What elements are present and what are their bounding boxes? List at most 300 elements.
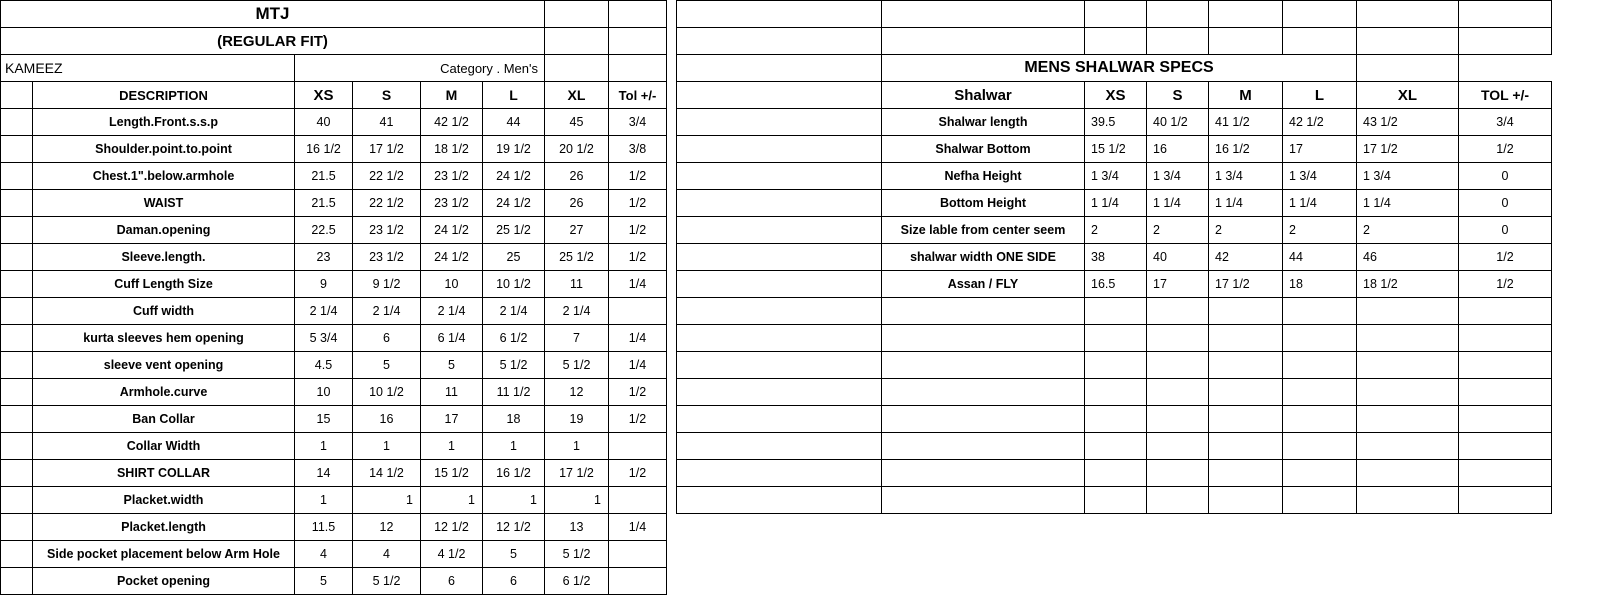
cell-xl: 11 [545,271,609,298]
empty-cell [1459,460,1552,487]
empty-cell [1,190,33,217]
empty-cell [609,1,667,28]
empty-cell [1459,433,1552,460]
cell-tol: 1/2 [1459,271,1552,298]
cell-s: 16 [1147,136,1209,163]
empty-cell [1459,406,1552,433]
header-size-xs: XS [1085,82,1147,109]
empty-cell [1459,55,1552,82]
row-label: Ban Collar [33,406,295,433]
table-row [1,217,667,244]
header-size-xl: XL [1357,82,1459,109]
row-label: shalwar width ONE SIDE [882,244,1085,271]
empty-cell [1209,406,1283,433]
row-label: Side pocket placement below Arm Hole [33,541,295,568]
cell-xs: 38 [1085,244,1147,271]
title-row [1,1,667,28]
empty-cell [1147,298,1209,325]
row-label: Placket.width [33,487,295,514]
empty-cell [1085,487,1147,514]
cell-tol: 1/2 [609,163,667,190]
kameez-spec-table [0,0,667,595]
table-row [1,352,667,379]
empty-cell [1,352,33,379]
cell-s: 5 1/2 [353,568,421,595]
table-row [1,271,667,298]
cell-xs: 1 [295,487,353,514]
empty-cell [609,55,667,82]
cell-s: 1 [353,433,421,460]
cell-s: 2 1/4 [353,298,421,325]
cell-xs: 14 [295,460,353,487]
cell-xl: 2 [1357,217,1459,244]
row-label: Shoulder.point.to.point [33,136,295,163]
empty-cell [677,460,882,487]
cell-s: 10 1/2 [353,379,421,406]
cell-s: 22 1/2 [353,190,421,217]
empty-cell [1357,460,1459,487]
table-row [1,487,667,514]
table-row [677,109,1552,136]
empty-cell [677,379,882,406]
empty-cell [1,163,33,190]
cell-s: 6 [353,325,421,352]
cell-xl: 45 [545,109,609,136]
empty-cell [1147,1,1209,28]
cell-xs: 1 [295,433,353,460]
table-row [1,136,667,163]
empty-cell [1209,433,1283,460]
empty-cell [1085,1,1147,28]
table-row [1,244,667,271]
empty-cell [677,433,882,460]
header-size-xs: XS [295,82,353,109]
empty-cell [1357,55,1459,82]
cell-l: 16 1/2 [483,460,545,487]
cell-s: 23 1/2 [353,217,421,244]
empty-cell [1283,28,1357,55]
row-label: Bottom Height [882,190,1085,217]
empty-cell [1357,487,1459,514]
cell-xs: 4 [295,541,353,568]
header-shalwar: Shalwar [882,82,1085,109]
cell-m: 24 1/2 [421,217,483,244]
cell-m: 6 [421,568,483,595]
cell-tol: 1/4 [609,271,667,298]
empty-cell [1085,406,1147,433]
garment-row [1,55,667,82]
shalwar-blank-row [677,28,1552,55]
row-label: Pocket opening [33,568,295,595]
empty-cell [1,487,33,514]
header-tolerance: Tol +/- [609,82,667,109]
cell-xl: 46 [1357,244,1459,271]
empty-cell [677,55,882,82]
cell-xs: 15 [295,406,353,433]
cell-s: 9 1/2 [353,271,421,298]
cell-tol: 1/4 [609,352,667,379]
cell-l: 25 [483,244,545,271]
cell-xs: 9 [295,271,353,298]
cell-tol: 1/2 [1459,244,1552,271]
cell-xl: 1 3/4 [1357,163,1459,190]
empty-cell [1357,28,1459,55]
cell-xs: 21.5 [295,190,353,217]
table-row [677,325,1552,352]
cell-s: 1 1/4 [1147,190,1209,217]
cell-xs: 39.5 [1085,109,1147,136]
cell-m: 18 1/2 [421,136,483,163]
table-row [677,379,1552,406]
cell-xl: 12 [545,379,609,406]
cell-tol [609,568,667,595]
cell-m: 2 [1209,217,1283,244]
table-row [677,190,1552,217]
table-row [1,541,667,568]
cell-l: 11 1/2 [483,379,545,406]
cell-xl: 1 [545,433,609,460]
empty-cell [677,271,882,298]
row-label: Sleeve.length. [33,244,295,271]
cell-s: 16 [353,406,421,433]
cell-tol [609,487,667,514]
cell-s: 5 [353,352,421,379]
row-label: Armhole.curve [33,379,295,406]
document-title: MTJ [1,1,545,28]
cell-tol: 3/4 [609,109,667,136]
empty-cell [1,433,33,460]
row-label: Cuff Length Size [33,271,295,298]
cell-s: 40 1/2 [1147,109,1209,136]
cell-xs: 23 [295,244,353,271]
cell-s: 14 1/2 [353,460,421,487]
empty-cell [677,163,882,190]
cell-xs: 4.5 [295,352,353,379]
empty-cell [677,406,882,433]
fit-row [1,28,667,55]
cell-s: 12 [353,514,421,541]
cell-l: 1 [483,487,545,514]
empty-cell [1283,1,1357,28]
cell-tol: 1/2 [1459,136,1552,163]
cell-s: 22 1/2 [353,163,421,190]
header-size-m: M [1209,82,1283,109]
cell-l: 24 1/2 [483,190,545,217]
cell-xs: 16 1/2 [295,136,353,163]
header-size-s: S [353,82,421,109]
table-row [1,190,667,217]
cell-l: 2 [1283,217,1357,244]
cell-xs: 2 1/4 [295,298,353,325]
empty-cell [1085,28,1147,55]
header-size-l: L [483,82,545,109]
cell-tol: 3/8 [609,136,667,163]
cell-m: 17 1/2 [1209,271,1283,298]
cell-s: 23 1/2 [353,244,421,271]
cell-tol: 1/2 [609,379,667,406]
empty-cell [1,514,33,541]
empty-cell [1459,352,1552,379]
empty-cell [1459,379,1552,406]
cell-m: 1 3/4 [1209,163,1283,190]
empty-cell [1147,460,1209,487]
cell-s: 17 1/2 [353,136,421,163]
empty-cell [1459,28,1552,55]
empty-cell [677,28,882,55]
empty-cell [677,352,882,379]
cell-xs: 22.5 [295,217,353,244]
table-row [677,217,1552,244]
empty-cell [1209,1,1283,28]
cell-l: 12 1/2 [483,514,545,541]
cell-xl: 7 [545,325,609,352]
cell-l: 19 1/2 [483,136,545,163]
row-label: WAIST [33,190,295,217]
cell-m: 23 1/2 [421,163,483,190]
empty-cell [1283,406,1357,433]
empty-cell [882,1,1085,28]
empty-cell [1147,406,1209,433]
empty-cell [1,379,33,406]
empty-cell [882,433,1085,460]
cell-xl: 18 1/2 [1357,271,1459,298]
empty-cell [1209,28,1283,55]
cell-xl: 26 [545,190,609,217]
empty-cell [1,136,33,163]
empty-cell [1357,298,1459,325]
empty-cell [1283,298,1357,325]
empty-cell [1085,460,1147,487]
row-label: Daman.opening [33,217,295,244]
cell-tol: 1/2 [609,406,667,433]
empty-cell [882,352,1085,379]
table-row [677,352,1552,379]
cell-l: 44 [1283,244,1357,271]
cell-l: 25 1/2 [483,217,545,244]
cell-l: 6 [483,568,545,595]
cell-l: 18 [483,406,545,433]
cell-xl: 17 1/2 [1357,136,1459,163]
empty-cell [1459,487,1552,514]
cell-xl: 19 [545,406,609,433]
cell-l: 1 3/4 [1283,163,1357,190]
cell-s: 41 [353,109,421,136]
cell-tol [609,433,667,460]
empty-cell [1209,487,1283,514]
cell-xs: 5 [295,568,353,595]
empty-cell [1209,379,1283,406]
row-label: SHIRT COLLAR [33,460,295,487]
table-row [677,460,1552,487]
empty-cell [1,298,33,325]
cell-m: 24 1/2 [421,244,483,271]
row-label: Nefha Height [882,163,1085,190]
cell-xl: 6 1/2 [545,568,609,595]
empty-cell [1209,298,1283,325]
table-row [1,406,667,433]
cell-xs: 1 1/4 [1085,190,1147,217]
cell-tol: 1/4 [609,325,667,352]
cell-s: 1 3/4 [1147,163,1209,190]
cell-xs: 15 1/2 [1085,136,1147,163]
cell-xl: 25 1/2 [545,244,609,271]
table-row [677,487,1552,514]
empty-cell [882,325,1085,352]
cell-xs: 2 [1085,217,1147,244]
cell-m: 1 1/4 [1209,190,1283,217]
cell-xl: 13 [545,514,609,541]
cell-tol: 0 [1459,163,1552,190]
empty-cell [1,217,33,244]
cell-xl: 1 [545,487,609,514]
empty-cell [1,568,33,595]
table-row [1,325,667,352]
cell-m: 6 1/4 [421,325,483,352]
cell-s: 17 [1147,271,1209,298]
empty-cell [1283,487,1357,514]
empty-cell [545,1,609,28]
row-label: Shalwar Bottom [882,136,1085,163]
empty-cell [882,28,1085,55]
cell-xs: 16.5 [1085,271,1147,298]
cell-l: 18 [1283,271,1357,298]
empty-cell [1283,379,1357,406]
cell-m: 23 1/2 [421,190,483,217]
empty-cell [677,487,882,514]
cell-tol: 1/2 [609,460,667,487]
cell-l: 44 [483,109,545,136]
empty-cell [1283,325,1357,352]
garment-label: KAMEEZ [1,55,295,82]
row-label: Chest.1".below.armhole [33,163,295,190]
table-row [1,568,667,595]
cell-m: 1 [421,433,483,460]
empty-cell [1085,352,1147,379]
cell-m: 2 1/4 [421,298,483,325]
cell-m: 11 [421,379,483,406]
cell-xl: 20 1/2 [545,136,609,163]
table-row [1,379,667,406]
cell-xl: 27 [545,217,609,244]
empty-cell [677,244,882,271]
empty-cell [1357,352,1459,379]
cell-tol: 1/4 [609,514,667,541]
cell-m: 41 1/2 [1209,109,1283,136]
empty-cell [1283,352,1357,379]
empty-cell [1147,28,1209,55]
shalwar-section-title: MENS SHALWAR SPECS [882,55,1357,82]
cell-xl: 1 1/4 [1357,190,1459,217]
cell-l: 6 1/2 [483,325,545,352]
cell-tol: 0 [1459,217,1552,244]
empty-cell [609,28,667,55]
cell-l: 17 [1283,136,1357,163]
cell-l: 2 1/4 [483,298,545,325]
row-label: Length.Front.s.s.p [33,109,295,136]
empty-cell [1357,325,1459,352]
empty-cell [1209,460,1283,487]
empty-cell [1147,433,1209,460]
cell-l: 5 [483,541,545,568]
table-row [1,163,667,190]
empty-cell [1357,1,1459,28]
empty-cell [1,244,33,271]
empty-cell [677,217,882,244]
table-row [677,244,1552,271]
cell-xs: 40 [295,109,353,136]
header-size-s: S [1147,82,1209,109]
cell-xs: 1 3/4 [1085,163,1147,190]
cell-m: 15 1/2 [421,460,483,487]
empty-cell [882,460,1085,487]
empty-cell [1147,487,1209,514]
row-label: Placket.length [33,514,295,541]
table-row [677,163,1552,190]
cell-m: 17 [421,406,483,433]
header-size-l: L [1283,82,1357,109]
shalwar-header-row [677,82,1552,109]
empty-cell [1,271,33,298]
empty-cell [677,109,882,136]
empty-cell [1,406,33,433]
empty-cell [1085,325,1147,352]
cell-l: 1 [483,433,545,460]
header-tolerance: TOL +/- [1459,82,1552,109]
empty-cell [1085,298,1147,325]
shalwar-blank-row [677,1,1552,28]
empty-cell [882,406,1085,433]
empty-cell [1357,379,1459,406]
cell-xl: 5 1/2 [545,352,609,379]
table-row [677,298,1552,325]
cell-tol: 0 [1459,190,1552,217]
cell-l: 5 1/2 [483,352,545,379]
cell-xl: 26 [545,163,609,190]
empty-cell [1147,325,1209,352]
table-row [1,298,667,325]
empty-cell [1459,325,1552,352]
empty-cell [1147,379,1209,406]
cell-m: 42 1/2 [421,109,483,136]
empty-cell [1,325,33,352]
cell-xl: 2 1/4 [545,298,609,325]
empty-cell [677,136,882,163]
empty-cell [1459,1,1552,28]
empty-cell [1283,460,1357,487]
cell-xs: 21.5 [295,163,353,190]
fit-label: (REGULAR FIT) [1,28,545,55]
empty-cell [882,379,1085,406]
header-size-m: M [421,82,483,109]
cell-xl: 17 1/2 [545,460,609,487]
cell-m: 4 1/2 [421,541,483,568]
empty-cell [545,28,609,55]
row-label: sleeve vent opening [33,352,295,379]
row-label: Assan / FLY [882,271,1085,298]
empty-cell [677,190,882,217]
cell-s: 40 [1147,244,1209,271]
cell-xl: 43 1/2 [1357,109,1459,136]
empty-cell [545,55,609,82]
empty-cell [677,298,882,325]
header-size-xl: XL [545,82,609,109]
cell-m: 1 [421,487,483,514]
row-label: kurta sleeves hem opening [33,325,295,352]
cell-l: 24 1/2 [483,163,545,190]
empty-cell [677,1,882,28]
empty-cell [1,460,33,487]
empty-cell [1209,352,1283,379]
